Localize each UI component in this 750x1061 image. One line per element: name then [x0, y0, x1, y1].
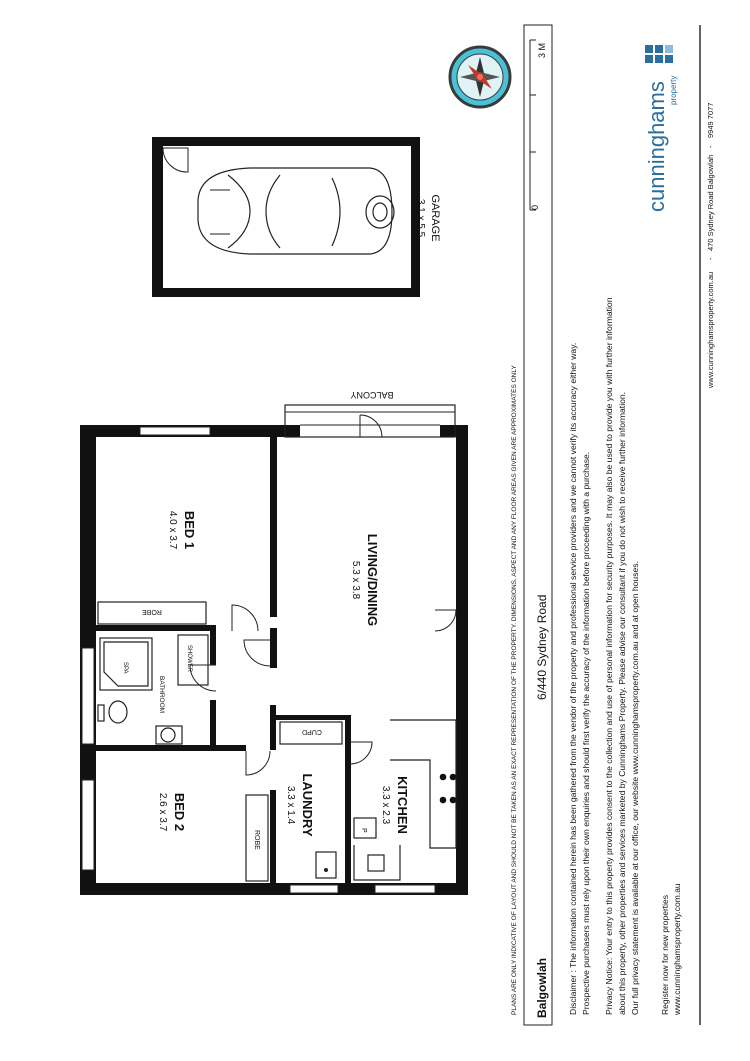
room-dims-kitchen: 3.3 x 2.3 — [380, 785, 391, 825]
doors — [190, 415, 456, 775]
register-line-1: Register now for new properties — [660, 894, 670, 1015]
footer-sep-2: - — [706, 145, 715, 148]
disclaimer-line-2: Prospective purchasers must rely upon their own enquiries and should first verify the accuracy of the information before proceeding with a purchase. — [581, 451, 591, 1015]
scale-max: 3 M — [537, 42, 547, 58]
bathroom-label: BATHROOM — [158, 676, 165, 714]
laundry-tub — [316, 852, 336, 878]
room-name-kitchen: KITCHEN — [395, 776, 410, 834]
privacy-line-3: Our full privacy statement is available at our office, our website www.cunninghamsproperty.com.au and at open houses. — [630, 561, 640, 1015]
squares-logo-icon — [645, 45, 673, 63]
pantry-label: P — [360, 828, 367, 833]
room-name-laundry: LAUNDRY — [300, 773, 315, 837]
register-line-2: www.cunninghamsproperty.com.au — [672, 883, 682, 1015]
room-name-living: LIVING/DINING — [365, 533, 380, 627]
room-dims-living: 5.3 x 3.8 — [350, 560, 361, 600]
room-living — [350, 534, 380, 626]
garage — [152, 137, 441, 297]
scale-bar — [530, 40, 547, 210]
room-dims-laundry: 3.3 x 1.4 — [285, 785, 296, 825]
room-bed2 — [157, 793, 187, 832]
bathroom — [98, 635, 208, 744]
footer-phone: 9949 7077 — [706, 102, 715, 138]
layout-notice: PLANS ARE ONLY INDICATIVE OF LAYOUT AND SHOULD NOT BE TAKEN AS AN EXACT REPRESENTATION OF THE PROPERTY. DIMENSIONS, ASPECT AND ANY FLOOR AREAS GIVEN ARE APPROXIMATES ONLY — [511, 365, 518, 1015]
disclaimer-block — [568, 297, 640, 1015]
room-name-bed2: BED 2 — [172, 792, 187, 832]
cupboard — [280, 722, 342, 744]
footer — [706, 103, 715, 389]
robe2 — [246, 795, 268, 881]
disclaimer-line-1: Disclaimer : The information contained herein has been gathered from the vendor of the property and professional service providers and we cannot verify its accuracy either way. — [568, 342, 578, 1015]
shower-label: SHOWER — [186, 645, 192, 672]
room-name-garage: GARAGE — [429, 194, 441, 242]
privacy-line-2: about this property, other properties and services marketed by Cunninghams Property. Please advise our consultant if you do not wish to receive further information. — [617, 391, 627, 1015]
robe1-label: ROBE — [142, 608, 162, 615]
cupd-label: CUPD — [302, 728, 322, 735]
address: 6/440 Sydney Road — [535, 594, 549, 700]
room-dims-garage: 3.1 x 5.5 — [415, 198, 426, 238]
footer-website: www.cunninghamsproperty.com.au — [706, 271, 715, 388]
privacy-line-1: Privacy Notice: Your entry to this property provides consent to the collection and use of personal information for security purposes. It may also be used to provide you with further information — [604, 297, 614, 1015]
spa-label: SPA — [122, 662, 128, 674]
robe1 — [98, 602, 206, 624]
notice-rotated — [511, 365, 518, 1015]
room-kitchen — [380, 776, 410, 834]
logo — [644, 45, 678, 212]
room-bed1 — [167, 511, 197, 550]
logo-name: cunninghams — [644, 81, 669, 212]
balcony-label: BALCONY — [350, 390, 394, 400]
room-laundry — [285, 773, 315, 836]
scale-zero: 0 — [530, 204, 540, 210]
room-dims-bed1: 4.0 x 3.7 — [167, 510, 178, 550]
property-header — [524, 25, 552, 1025]
footer-sep-1: - — [706, 257, 715, 260]
room-dims-bed2: 2.6 x 3.7 — [157, 792, 168, 832]
compass-icon — [450, 47, 510, 107]
logo-sub: property — [669, 75, 678, 105]
footer-address: 470 Sydney Road Balgowlah — [706, 154, 715, 251]
room-name-bed1: BED 1 — [182, 510, 197, 550]
robe2-label: ROBE — [253, 830, 260, 850]
suburb: Balgowlah — [535, 957, 549, 1018]
register-block — [660, 883, 682, 1016]
